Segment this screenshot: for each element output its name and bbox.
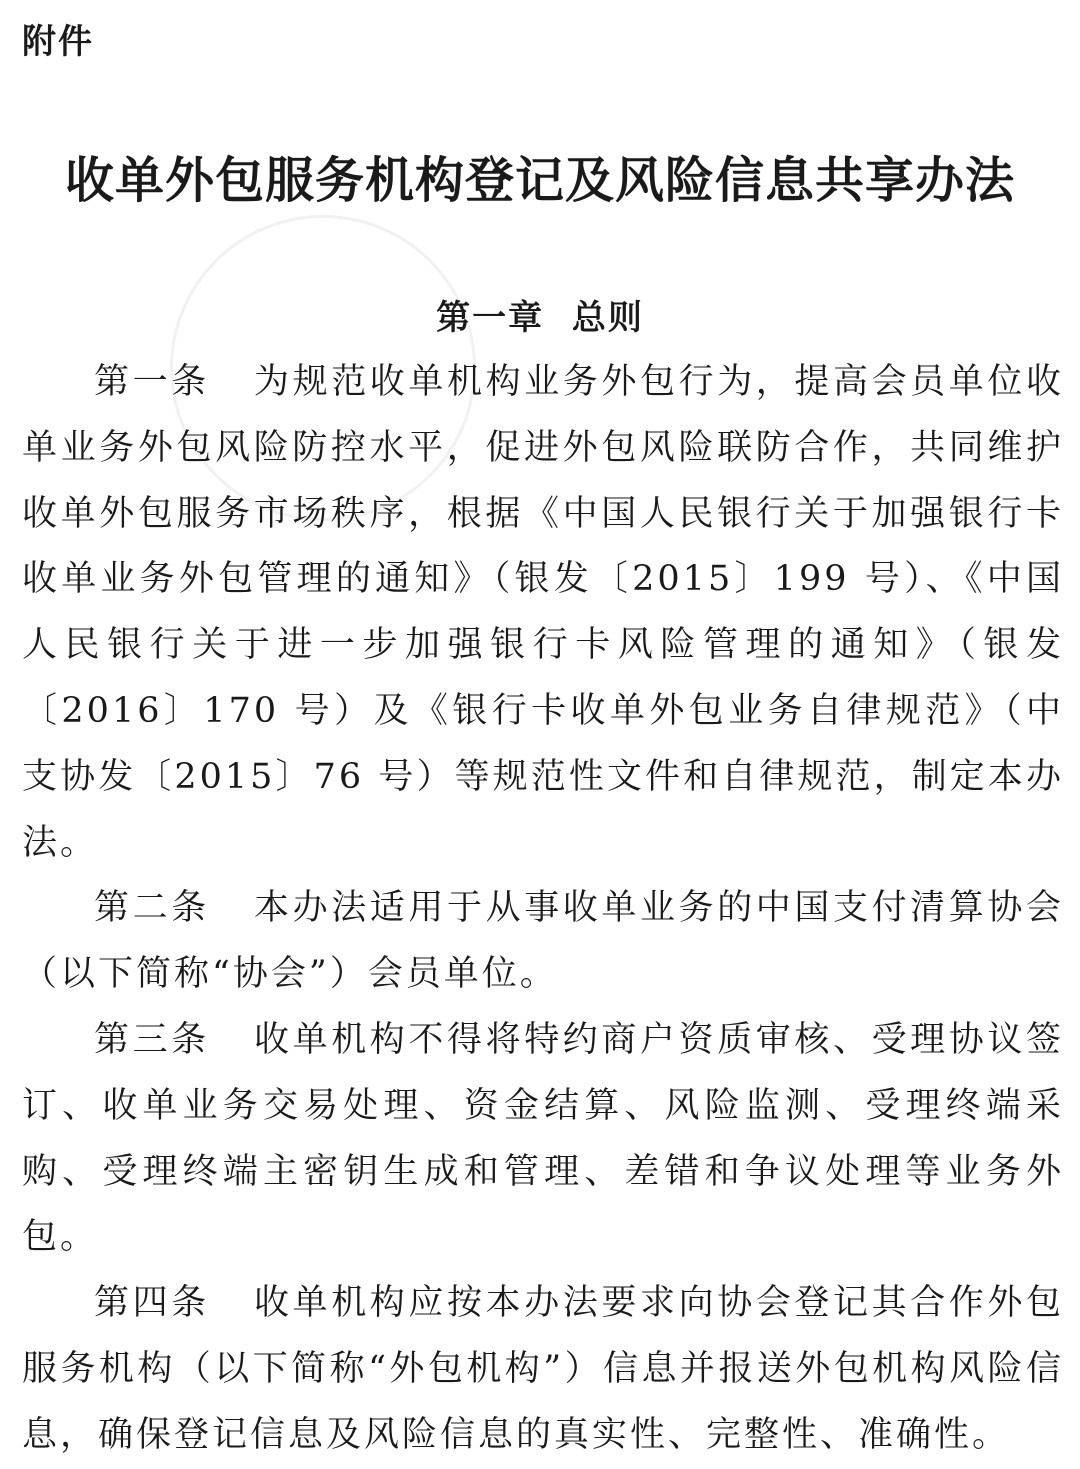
document-title: 收单外包服务机构登记及风险信息共享办法 [64, 152, 1015, 209]
attachment-label: 附件 [22, 22, 94, 62]
article-3 [22, 1008, 1064, 1271]
article-text: 本办法适用于从事收单业务的中国支付清算协会（以下简称“协会”）会员单位。 [22, 888, 1064, 995]
article-number: 第三条 [94, 1019, 210, 1060]
article-4 [22, 1271, 1064, 1468]
article-1 [22, 350, 1064, 876]
article-number: 第二条 [94, 888, 210, 929]
article-number: 第一条 [94, 362, 210, 402]
article-text: 收单机构应按本办法要求向协会登记其合作外包服务机构（以下简称“外包机构”）信息并报送外包机构风险信息，确保登记信息及风险信息的真实性、完整性、准确性。 [22, 1283, 1064, 1455]
article-number: 第四条 [94, 1283, 210, 1324]
article-text: 收单机构不得将特约商户资质审核、受理协议签订、收单业务交易处理、资金结算、风险监测、受理终端采购、受理终端主密钥生成和管理、差错和争议处理等业务外包。 [22, 1019, 1064, 1258]
chapter-heading: 第一章 总则 [436, 298, 644, 338]
document-body [22, 350, 1064, 1469]
article-text: 为规范收单机构业务外包行为，提高会员单位收单业务外包风险防控水平，促进外包风险联防合作，共同维护收单外包服务市场秩序，根据《中国人民银行关于加强银行卡收单业务外包管理的通知》（银发〔2015〕199 号）、《中国人民银行关于进一步加强银行卡风险管理的通知》（银发〔2016〕170 号）及《银行卡收单外包业务自律规范》（中支协发〔2015〕76 号）等规范性文件和自律规范，制定本办法。 [22, 362, 1064, 863]
article-2 [22, 876, 1064, 1008]
